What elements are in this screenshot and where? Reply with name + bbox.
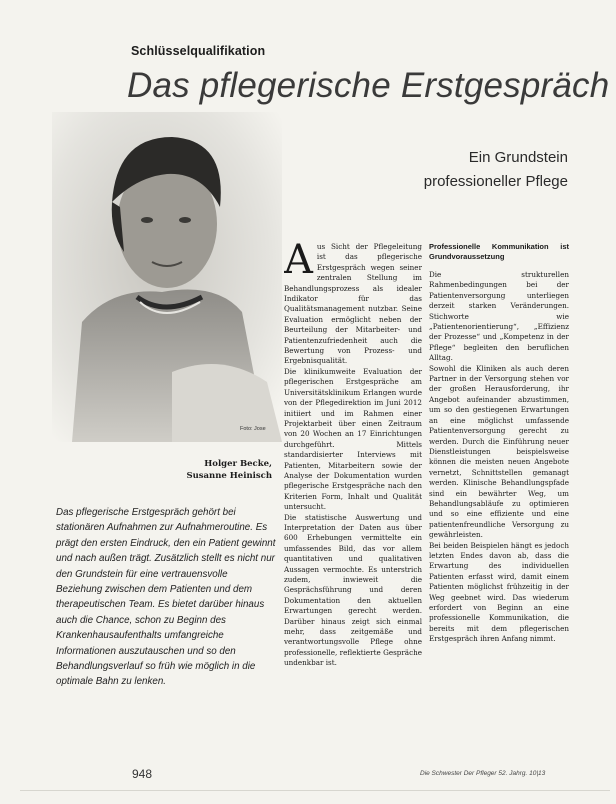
body-paragraph: us Sicht der Pflegeleitung ist das pflegerische Erstgespräch wegen seiner zentralen Stellung im Behandlungsprozess als idealer Indikator für das Qualitätsmanagement nutzbar. Seine Evaluation ermöglicht neben der Beurteilung der Mitarbeiter- und Patientenzufriedenheit auch die Bewertung von Prozess- und Ergebnisqualität. [284, 242, 422, 366]
bottom-divider [20, 790, 610, 791]
body-paragraph: Die statistische Auswertung und Interpretation der Daten aus über 600 Erhebungen vermittelte ein umfassendes Bild, das vor allem quantitativen und qualitativen Aussagen vermochte. Es unterstrich zudem, inwieweit die Gesprächsführung und deren Dokumentation den aktuellen Erwartungen gerecht werden. Darüber hinaus zeigt sich einmal mehr, dass zeitgemäße und verantwortungsvolle Pflege ohne professionelle, reflektierte Gespräche undenkbar ist. [284, 512, 422, 668]
body-paragraph: Die strukturellen Rahmenbedingungen bei der Patientenversorgung unterliegen derzeit starken Veränderungen. Stichworte wie „Patientenorientierung“, „Effizienz der Prozesse“ und „Kompetenz in der Pflege“ begleiten den beruflichen Alltag. [429, 270, 569, 363]
author-caption [160, 458, 272, 482]
body-paragraph: Sowohl die Kliniken als auch deren Partner in der Versorgung stehen vor der großen Herausforderung, ihr Angebot aufeinander abzustimmen, um so den gestiegenen Erwartungen an eine möglichst umfassende Patientenversorgung gerecht zu werden. Durch die Einführung neuer Dienstleistungen beispielsweise können die meisten neuen Angebote vernetzt, Schnittstellen gemanagt werden. Klinische Behandlungspfade sind ein bewährter Weg, um Behandlungsabläufe zu optimieren und so eine effiziente und eine patientenfreundliche Versorgung zu gewährleisten. [429, 363, 569, 540]
author-photo [52, 112, 282, 442]
author-name-2: Susanne Heinisch [186, 471, 272, 481]
section-kicker: Schlüsselqualifikation [131, 44, 266, 58]
body-paragraph: Die klinikumweite Evaluation der pflegerischen Erstgespräche am Universitätsklinikum Erlangen wurde von der Pflegedirektion im Juni 2012 initiiert und im Rahmen einer Projektarbeit über einen Zeitraum von 20 Wochen an 17 Einrichtungen durchgeführt. Mittels standardisierter Interviews mit Patienten, Mitarbeitern sowie der Analyse der Dokumentation wurden pflegerische Erstgespräche nach den Kriterien Form, Inhalt und Qualität untersucht. [284, 366, 422, 512]
author-name-1: Holger Becke, [204, 459, 272, 469]
journal-footer: Die Schwester Der Pfleger 52. Jahrg. 10|13 [420, 770, 546, 777]
lead-paragraph: Das pflegerische Erstgespräch gehört bei stationären Aufnahmen zur Aufnahmeroutine. Es prägt den ersten Eindruck, den ein Patient gewinnt und nach außen trägt. Zusätzlich stellt es nicht nur den Grundstein für eine vertrauensvolle Beziehung zwischen dem Patienten und dem therapeutischen Team. Es bietet darüber hinaus auch die Chance, schon zu Beginn des Krankenhausaufenthalts umfangreiche Informationen auszutauschen und so den Behandlungsverlauf so früh wie möglich in die optimale Bahn zu lenken. [56, 507, 276, 688]
section-heading: Professionelle Kommunikation ist Grundvoraussetzung [429, 242, 569, 261]
subtitle-line-2: professioneller Pflege [423, 173, 568, 190]
page-number: 948 [132, 767, 153, 781]
article-subtitle [368, 146, 568, 194]
article-title: Das pflegerische Erstgespräch [127, 66, 610, 105]
article-column-1 [284, 242, 422, 772]
subtitle-line-1: Ein Grundstein [468, 149, 568, 166]
body-paragraph: Bei beiden Beispielen hängt es jedoch letzten Endes davon ab, dass die Erwartung des individuellen Patienten erfasst wird, damit einem Patienten möglichst frühzeitig in der Weg geebnet wird. Das wiederum erfordert von Beginn an eine professionelle Kommunikation, die bereits mit dem pflegerischen Erstgespräch ihren Anfang nimmt. [429, 540, 569, 644]
article-column-2 [429, 242, 569, 772]
drop-cap: A [284, 242, 313, 283]
photo-credit: Foto: Jose [240, 426, 266, 432]
